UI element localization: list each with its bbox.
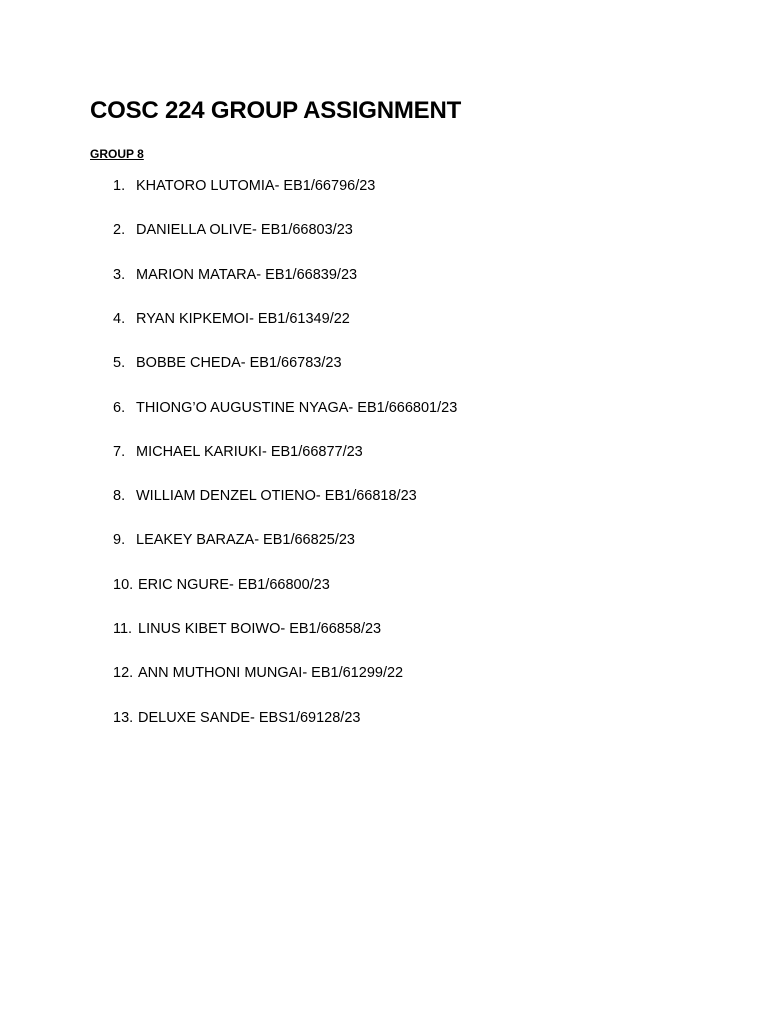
list-item-number: 12. xyxy=(113,665,134,681)
group-label: GROUP 8 xyxy=(90,147,144,161)
list-item-text: BOBBE CHEDA- EB1/66783/23 xyxy=(136,355,342,371)
list-item xyxy=(113,575,330,595)
list-item-text: MICHAEL KARIUKI- EB1/66877/23 xyxy=(136,444,363,460)
list-item xyxy=(113,353,342,373)
list-item-text: LINUS KIBET BOIWO- EB1/66858/23 xyxy=(138,621,382,637)
list-item-text: DELUXE SANDE- EBS1/69128/23 xyxy=(138,710,361,726)
list-item-number: 5. xyxy=(113,355,126,371)
list-item-number: 11. xyxy=(113,621,133,637)
list-item-text: THIONG’O AUGUSTINE NYAGA- EB1/666801/23 xyxy=(136,400,458,416)
list-item xyxy=(113,265,357,285)
list-item-text: DANIELLA OLIVE- EB1/66803/23 xyxy=(136,222,353,238)
list-item xyxy=(113,663,403,683)
list-item-text: ANN MUTHONI MUNGAI- EB1/61299/22 xyxy=(138,665,404,681)
list-item xyxy=(113,708,360,728)
list-item xyxy=(113,486,417,506)
list-item-text: ERIC NGURE- EB1/66800/23 xyxy=(138,577,330,593)
list-item-number: 10. xyxy=(113,577,134,593)
list-item-number: 8. xyxy=(113,488,126,504)
list-item xyxy=(113,176,375,196)
list-item xyxy=(113,220,353,240)
list-item-number: 6. xyxy=(113,400,126,416)
list-item-number: 3. xyxy=(113,267,126,283)
list-item-number: 1. xyxy=(113,178,126,194)
list-item xyxy=(113,309,350,329)
list-item-text: KHATORO LUTOMIA- EB1/66796/23 xyxy=(136,178,376,194)
list-item-number: 9. xyxy=(113,532,126,548)
list-item xyxy=(113,398,457,418)
list-item-number: 13. xyxy=(113,710,134,726)
list-item-text: LEAKEY BARAZA- EB1/66825/23 xyxy=(136,532,355,548)
list-item-text: RYAN KIPKEMOI- EB1/61349/22 xyxy=(136,311,350,327)
list-item xyxy=(113,619,381,639)
list-item-number: 7. xyxy=(113,444,126,460)
list-item-number: 4. xyxy=(113,311,126,327)
list-item-text: MARION MATARA- EB1/66839/23 xyxy=(136,267,358,283)
list-item xyxy=(113,442,363,462)
list-item-text: WILLIAM DENZEL OTIENO- EB1/66818/23 xyxy=(136,488,417,504)
list-item-number: 2. xyxy=(113,222,126,238)
list-item xyxy=(113,530,355,550)
document-title: COSC 224 GROUP ASSIGNMENT xyxy=(90,97,462,124)
